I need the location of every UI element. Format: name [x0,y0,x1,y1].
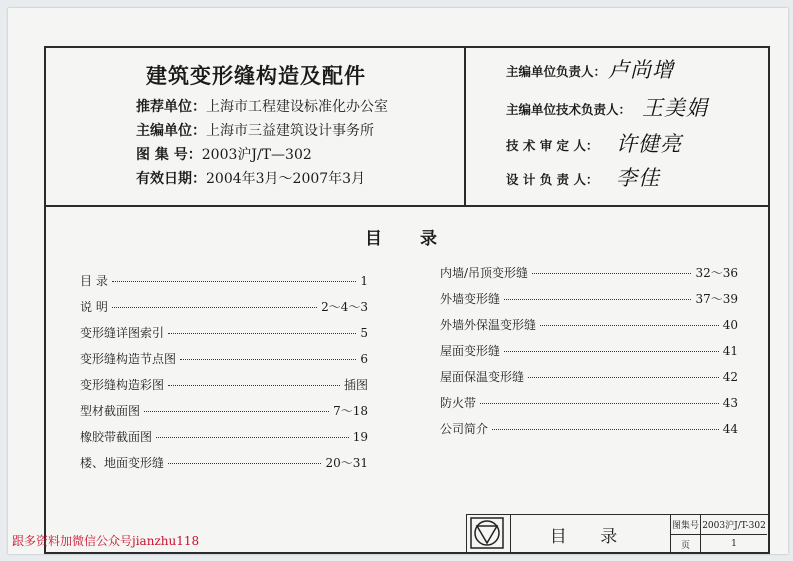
meta-editor-unit: 主编单位：上海市三益建筑设计事务所 [136,123,374,139]
handwritten-signature: 许健亮 [616,132,682,156]
title-block-title: 目 录 [510,514,670,554]
meta-atlas-number: 图 集 号：2003沪J/T—302 [136,147,312,163]
signatory-row: 主编单位负责人： [506,64,607,79]
triangle-in-circle-logo-icon [467,515,507,551]
toc-item[interactable]: 屋面变形缝 41 [440,344,738,358]
signatory-row: 主编单位技术负责人： [506,102,632,117]
page-label: 页 [671,535,701,553]
signatory-row: 技 术 审 定 人： [506,138,599,153]
toc-item[interactable]: 说 明 2～4～3 [80,300,368,314]
toc-item[interactable]: 变形缝详图索引 5 [80,326,368,340]
toc-item[interactable]: 屋面保温变形缝 42 [440,370,738,384]
toc-item[interactable]: 型材截面图 7～18 [80,404,368,418]
drawing-frame [44,46,770,554]
atlas-number-label: 图集号 [671,515,701,535]
toc-item[interactable]: 变形缝构造节点图 6 [80,352,368,366]
page-value: 1 [731,539,737,549]
toc-item[interactable]: 变形缝构造彩图 插图 [80,378,368,392]
handwritten-signature: 王美娟 [642,96,708,120]
toc-heading: 目 录 [365,229,453,249]
signatures-panel [466,48,768,207]
title-block-logo [466,514,510,554]
toc-item[interactable]: 内墙/吊顶变形缝 32～36 [440,266,738,280]
toc-item[interactable]: 外墙外保温变形缝 40 [440,318,738,332]
title-block-grid [670,514,768,554]
toc-item[interactable]: 公司简介 44 [440,422,738,436]
toc-item[interactable]: 防火带 43 [440,396,738,410]
toc-item[interactable]: 目 录 1 [80,274,368,288]
drawing-sheet [8,8,788,554]
header-info-panel [46,48,466,207]
handwritten-signature: 李佳 [616,166,660,190]
signatory-row: 设 计 负 责 人： [506,172,599,187]
meta-valid-period: 有效日期：2004年3月～2007年3月 [136,171,366,187]
toc-item[interactable]: 楼、地面变形缝 20～31 [80,456,368,470]
meta-recommending-unit: 推荐单位：上海市工程建设标准化办公室 [136,99,388,115]
watermark-text: 跟多资料加微信公众号jianzhu118 [12,534,200,548]
toc-item[interactable]: 外墙变形缝 37～39 [440,292,738,306]
document-title: 建筑变形缝构造及配件 [146,63,366,88]
toc-item[interactable]: 橡胶带截面图 19 [80,430,368,444]
handwritten-signature: 卢尚增 [608,58,674,82]
atlas-number-value: 2003沪J/T-302 [701,515,767,535]
